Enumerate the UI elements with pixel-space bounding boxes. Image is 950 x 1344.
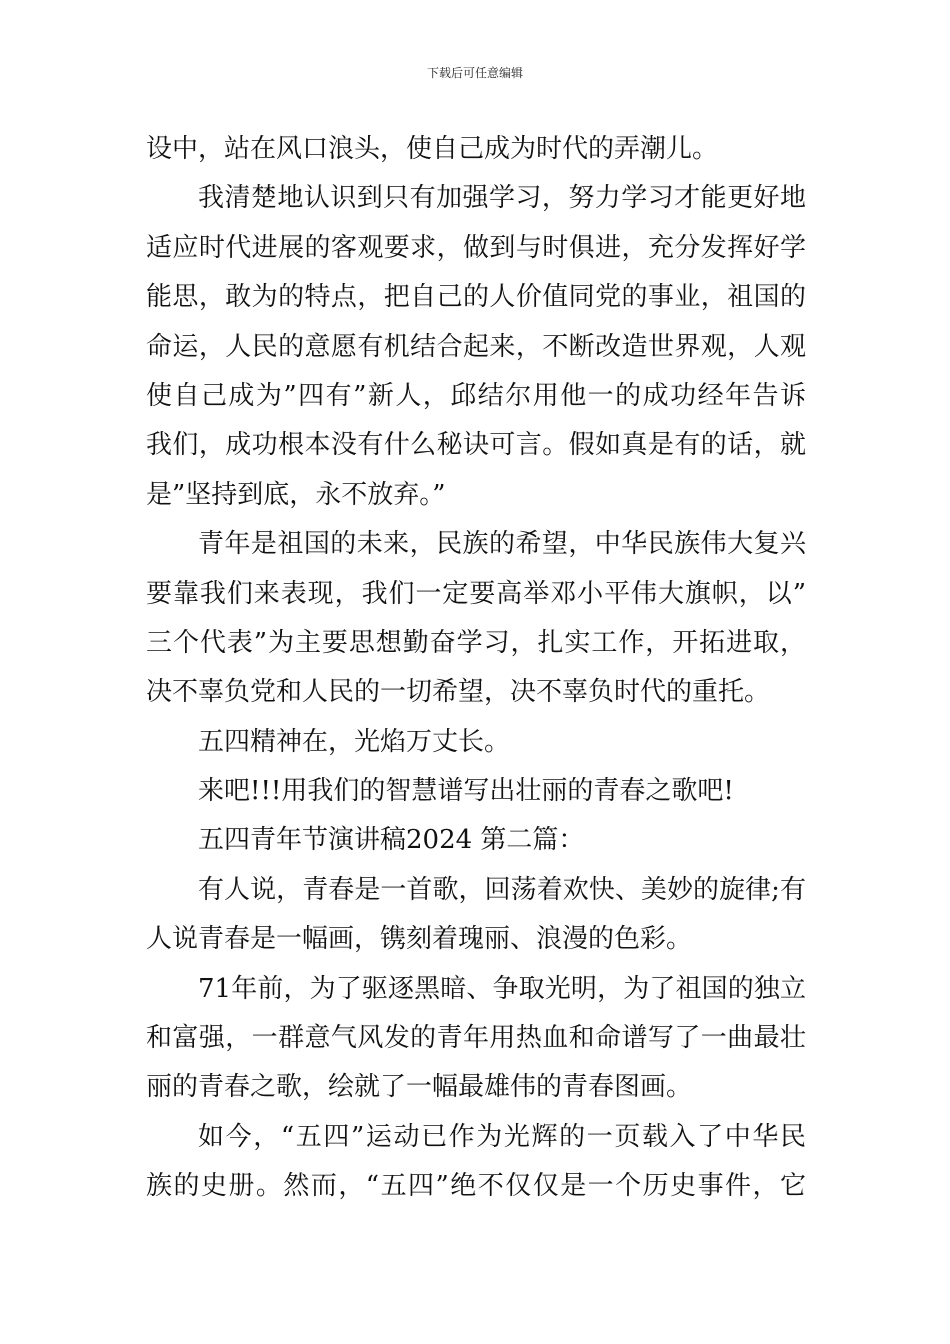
text-line: 来吧!!!用我们的智慧谱写出壮丽的青春之歌吧! (198, 776, 734, 807)
text-line: 决不辜负党和人民的一切希望，决不辜负时代的重托。 (146, 677, 771, 708)
text-line: 是”坚持到底，永不放弃。” (146, 479, 446, 510)
text-line: 五四精神在，光焰万丈长。 (198, 726, 511, 757)
text-line: 丽的青春之歌，绘就了一幅最雄伟的青春图画。 (146, 1072, 693, 1103)
text-line: 命运，人民的意愿有机结合起来，不断改造世界观，人观 (146, 331, 806, 362)
text-line: 有人说，青春是一首歌，回荡着欢快、美妙的旋律;有 (198, 874, 806, 905)
text-line: 使自己成为”四有”新人，邱结尔用他一的成功经年告诉 (146, 380, 806, 411)
text-line: 适应时代进展的客观要求，做到与时俱进，充分发挥好学 (146, 232, 806, 263)
text-line: 三个代表”为主要思想勤奋学习，扎实工作，开拓进取， (146, 627, 806, 658)
text-line: 青年是祖国的未来，民族的希望，中华民族伟大复兴 (198, 529, 806, 560)
document-body (146, 125, 806, 1212)
text-line: 如今，“五四”运动已作为光辉的一页载入了中华民 (198, 1121, 806, 1152)
text-line: 设中，站在风口浪头，使自己成为时代的弄潮儿。 (146, 134, 719, 164)
text-line: 族的史册。然而，“五四”绝不仅仅是一个历史事件，它 (146, 1171, 806, 1202)
text-line: 71年前，为了驱逐黑暗、争取光明，为了祖国的独立 (198, 973, 806, 1004)
text-line: 我清楚地认识到只有加强学习，努力学习才能更好地 (198, 183, 806, 214)
text-line: 我们，成功根本没有什么秘诀可言。假如真是有的话，就 (146, 430, 806, 461)
page-header-note: 下载后可任意编辑 (426, 66, 523, 80)
text-line: 能思，敢为的特点，把自己的人价值同党的事业，祖国的 (146, 282, 806, 313)
text-line: 人说青春是一幅画，镌刻着瑰丽、浪漫的色彩。 (146, 924, 693, 955)
section-heading: 五四青年节演讲稿2024 第二篇： (198, 825, 585, 856)
text-line: 和富强，一群意气风发的青年用热血和命谱写了一曲最壮 (146, 1023, 806, 1054)
text-line: 要靠我们来表现，我们一定要高举邓小平伟大旗帜，以” (146, 578, 806, 609)
